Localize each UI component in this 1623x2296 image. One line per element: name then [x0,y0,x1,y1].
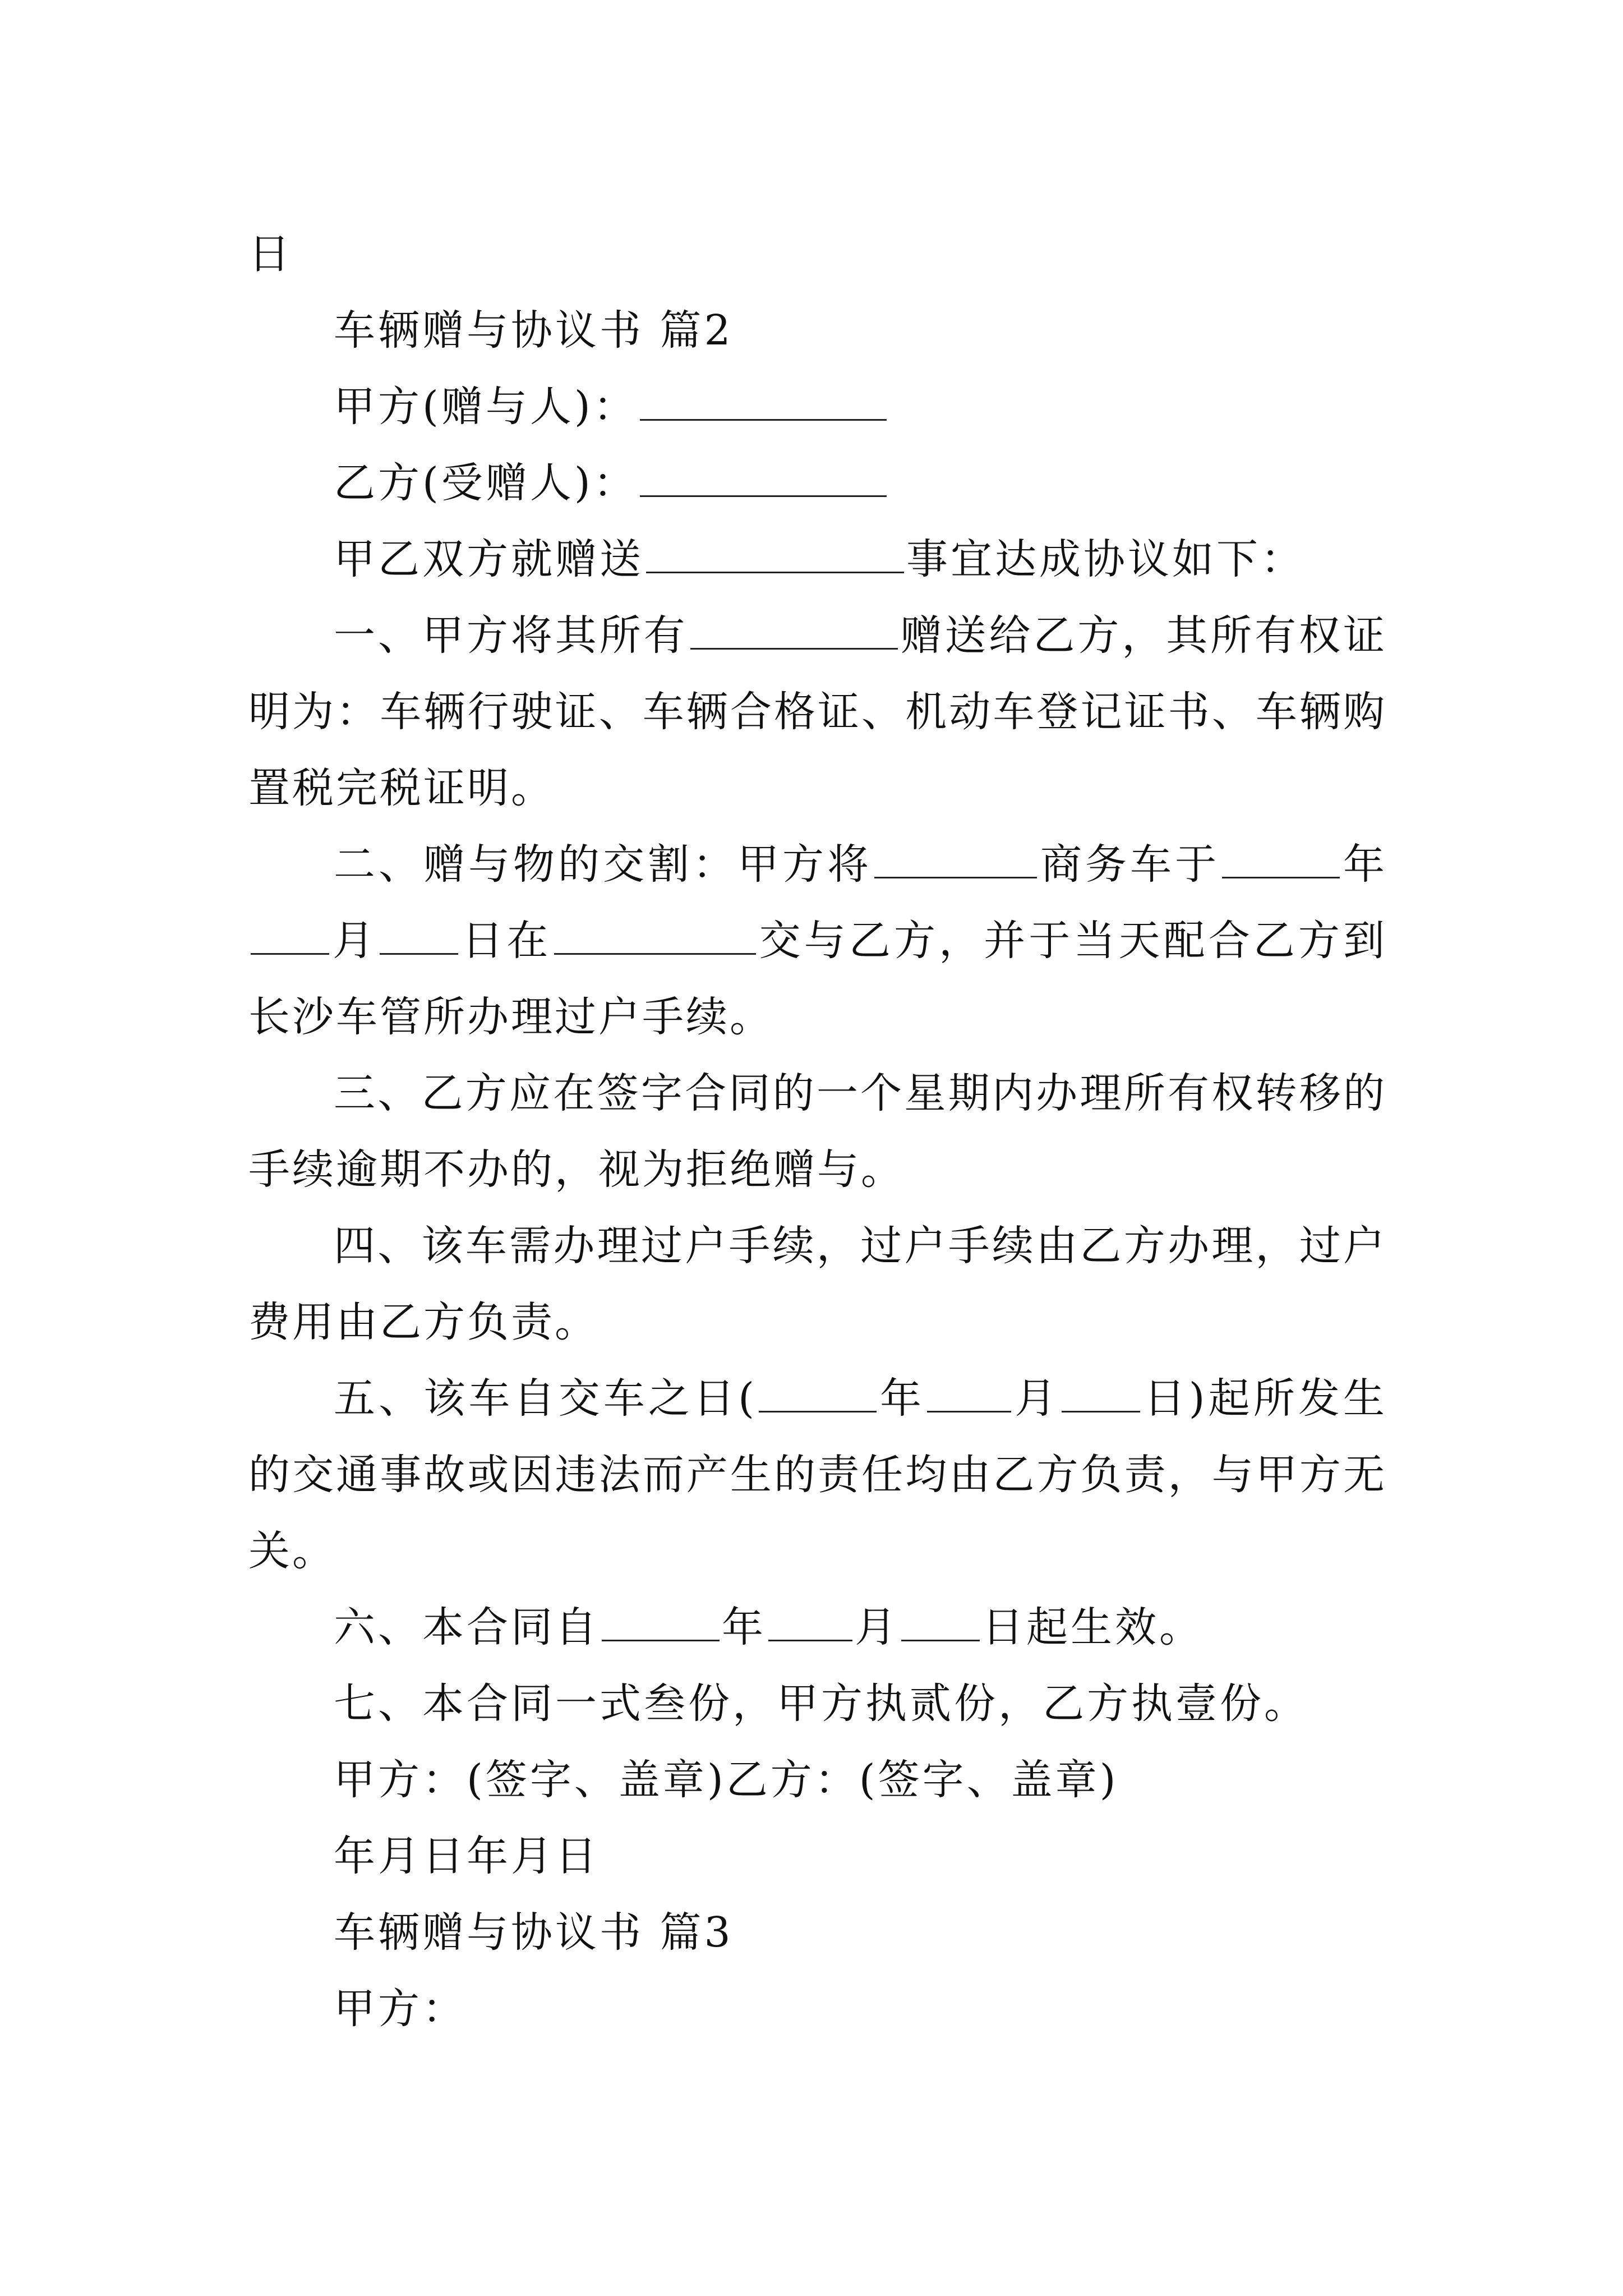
clause-2-blank-car [874,844,1037,878]
intro-blank [646,539,904,573]
party-a-blank [640,386,887,421]
clause-1-text-a: 一、甲方将其所有 [334,611,688,660]
clause-6-text-d: 日起生效。 [982,1603,1204,1651]
clause-6 [248,1589,1387,1665]
party-b-label: 乙方(受赠人)： [334,459,638,507]
section-title-2: 车辆赠与协议书 篇2 [334,306,734,355]
clause-6-blank-month [768,1607,852,1641]
clause-1-blank [690,615,898,650]
clause-2-blank-year [1222,844,1340,878]
clause-4 [248,1208,1387,1360]
clause-2 [248,826,1387,1055]
clause-2-text-a: 二、赠与物的交割：甲方将 [334,840,872,889]
section-title-3: 车辆赠与协议书 篇3 [334,1908,734,1957]
clause-2-blank-day [380,921,458,955]
clause-6-blank-day [901,1607,980,1641]
clause-5-text-b: 年 [878,1374,925,1423]
clause-6-text-c: 月 [855,1603,899,1651]
clause-5-text-c: 月 [1013,1374,1060,1423]
intro-text-b: 事宜达成协议如下： [906,535,1305,583]
intro-text-a: 甲乙双方就赠送 [334,535,644,583]
party-a-3-line: 甲方： [334,1985,467,2033]
party-b-line [248,445,1387,521]
document-body [248,216,1387,2047]
party-b-blank [640,463,887,497]
clause-4-text: 四、该车需办理过户手续，过户手续由乙方办理，过户费用由乙方负责。 [248,1222,1387,1346]
clause-1 [248,597,1387,826]
party-a-label: 甲方(赠与人)： [334,383,638,431]
clause-5-blank-year [759,1378,877,1412]
date-line: 年月日年月日 [334,1832,600,1880]
clause-6-text-a: 六、本合同自 [334,1603,600,1651]
date-fragment: 日 [248,230,293,278]
clause-2-text-d: 月 [331,917,378,965]
clause-5 [248,1360,1387,1589]
clause-3-text: 三、乙方应在签字合同的一个星期内办理所有权转移的手续逾期不办的，视为拒绝赠与。 [248,1069,1387,1194]
intro-line [248,521,1387,597]
party-a-line [248,369,1387,445]
clause-3 [248,1055,1387,1208]
clause-5-blank-day [1062,1378,1140,1412]
clause-5-blank-month [927,1378,1011,1412]
clause-6-blank-year [602,1607,720,1641]
clause-2-blank-month [251,921,329,955]
clause-2-text-e: 日在 [460,917,552,965]
clause-5-text-d: 日)起所发生的交通事故或因违法而产生的责任均由乙方负责，与甲方无关。 [248,1374,1387,1575]
clause-6-text-b: 年 [722,1603,766,1651]
clause-5-text-a: 五、该车自交车之日( [334,1374,757,1423]
clause-2-text-c: 年 [1342,840,1387,889]
clause-7: 七、本合同一式叁份，甲方执贰份，乙方执壹份。 [334,1680,1308,1728]
clause-1-text-b: 赠送给乙方，其所有权证明为：车辆行驶证、车辆合格证、机动车登记证书、车辆购置税完税证明。 [248,611,1387,812]
clause-2-blank-place [554,921,756,955]
signature-line: 甲方：(签字、盖章)乙方：(签字、盖章) [334,1756,1119,1804]
clause-2-text-f: 交与乙方，并于当天配合乙方到长沙车管所办理过户手续。 [248,917,1387,1041]
clause-2-text-b: 商务车于 [1039,840,1220,889]
